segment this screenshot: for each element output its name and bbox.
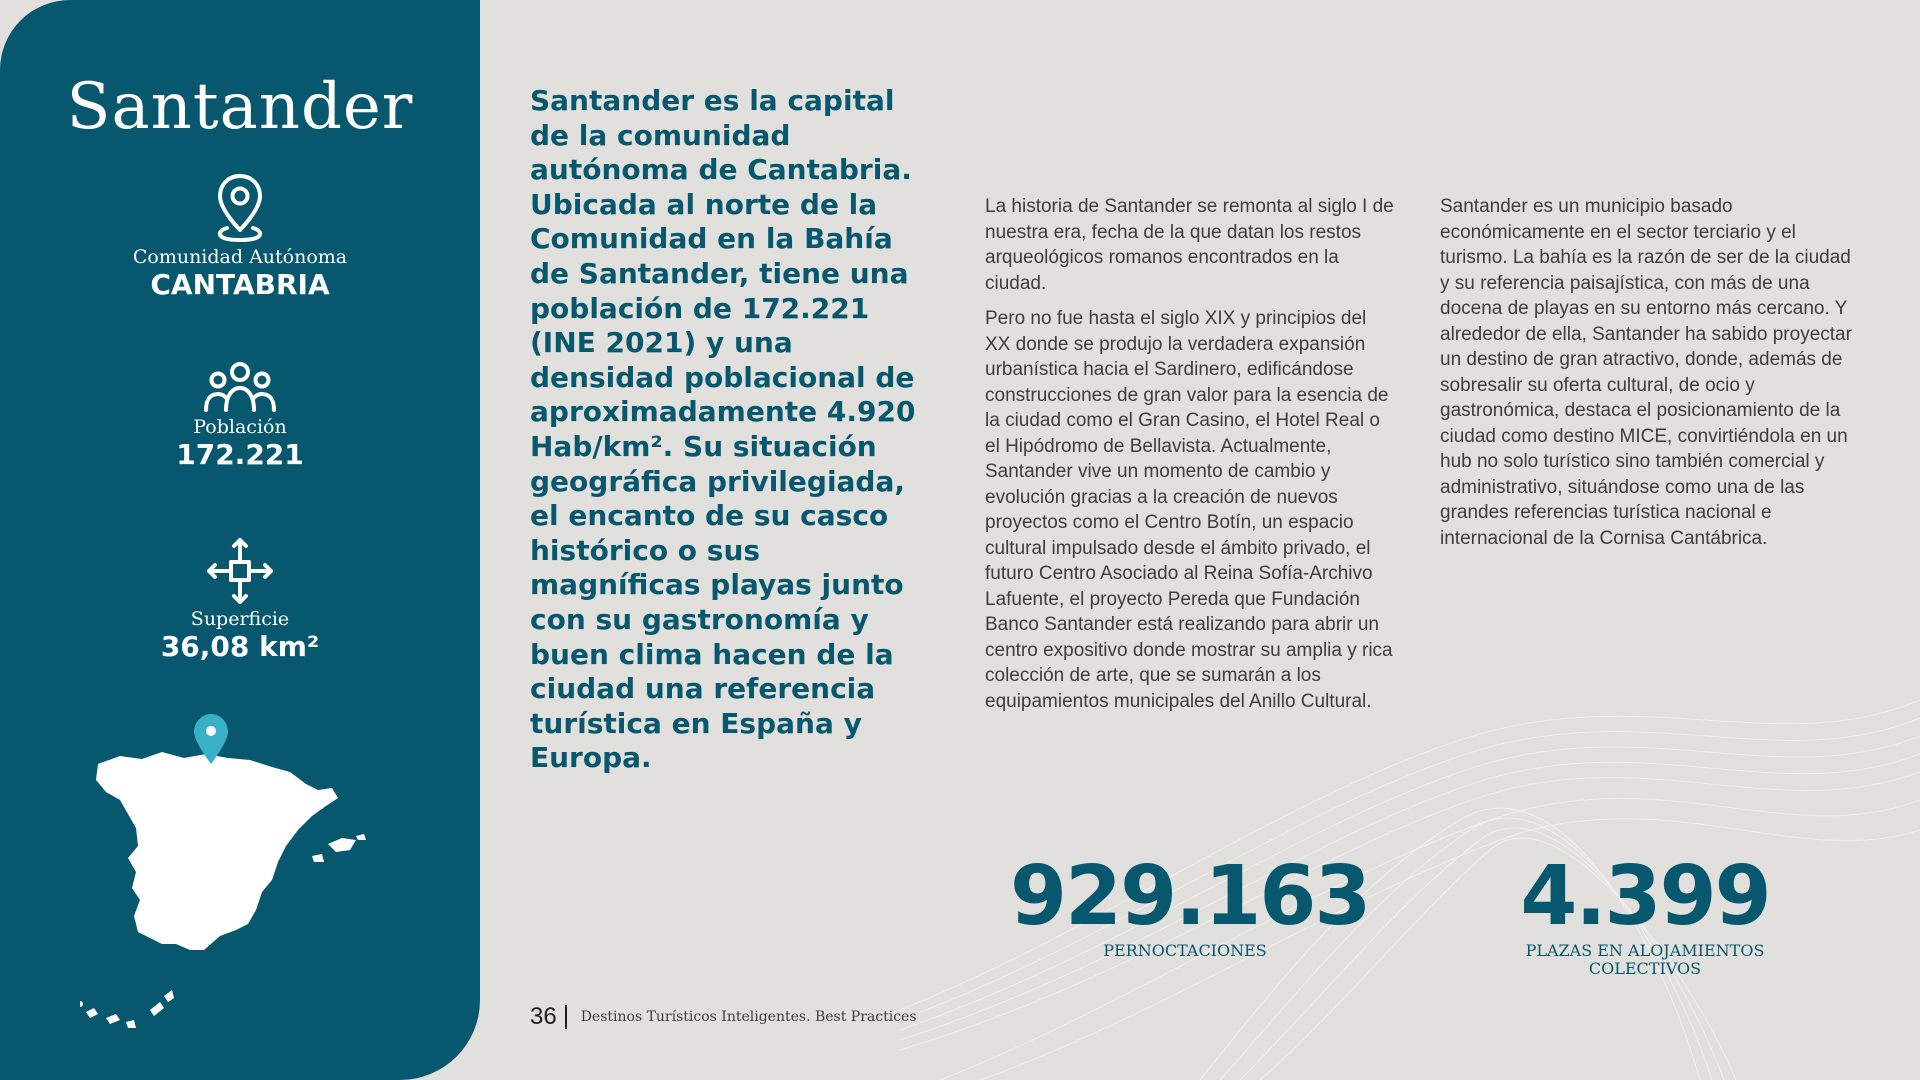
overnight-stays-value: 929.163: [1010, 849, 1370, 944]
page-footer: [530, 1002, 917, 1032]
population-label: Población: [193, 416, 287, 438]
region-stat: [0, 170, 480, 302]
area-arrows-icon: [203, 534, 277, 608]
area-label: Superficie: [190, 608, 290, 630]
city-title: Santander: [66, 70, 414, 144]
economy-column: [1440, 194, 1860, 561]
intro-paragraph: Santander es la capital de la comunidad autónoma de Cantabria. Ubicada al norte de la Comunidad en la Bahía de Santander, tiene una población de 172.221 (INE 2021) y una densidad poblacional de aproximadamente 4.920 Hab/km². Su situación geográfica privilegiada, el encanto de su casco histórico o sus magníficas playas junto con su gastronomía y buen clima hacen de la ciudad una referencia turística en España y Europa.: [530, 84, 916, 775]
location-pin-icon: [210, 170, 270, 246]
city-sidebar: [0, 0, 480, 1080]
accommodation-beds-stat: [1500, 849, 1790, 978]
overnight-stays-stat: [1010, 849, 1370, 960]
history-paragraph-1: La historia de Santander se remonta al siglo I de nuestra era, fecha de la que datan los restos arqueológicos romanos encontrados en la ciudad.: [985, 196, 1394, 294]
history-column: [985, 194, 1395, 724]
area-stat: [0, 534, 480, 664]
accommodation-beds-label-line1: PLAZAS EN ALOJAMIENTOS: [1525, 941, 1765, 960]
publication-title: Destinos Turísticos Inteligentes. Best Practices: [580, 1009, 917, 1025]
spain-map-icon: [80, 712, 400, 1042]
people-icon: [200, 360, 280, 416]
population-value: 172.221: [176, 438, 304, 471]
area-value: 36,08 km²: [160, 630, 320, 663]
accommodation-beds-value: 4.399: [1520, 849, 1770, 944]
region-label: Comunidad Autónoma: [132, 246, 348, 268]
region-value: CANTABRIA: [150, 268, 330, 301]
history-paragraph-2: Pero no fue hasta el siglo XIX y principios del XX donde se produjo la verdadera expansión urbanística hacia el Sardinero, edificándose construcciones de gran valor para la esencia de la ciudad como el Gran Casino, el Hotel Real o el Hipódromo de Bellavista. Actualmente, Santander vive un momento de cambio y evolución gracias a la creación de nuevos proyectos como el Centro Botín, un espacio cultural impulsado desde el ámbito privado, el futuro Centro Asociado al Reina Sofía-Archivo Lafuente, el proyecto Pereda que Fundación Banco Santander está realizando para abrir un centro expositivo donde mostrar su amplia y rica colección de arte, que se sumarán a los equipamientos municipales del Anillo Cultural.: [985, 308, 1393, 712]
economy-paragraph: Santander es un municipio basado económicamente en el sector terciario y el turismo. La bahía es la razón de ser de la ciudad y su referencia paisajística, con más de una docena de playas en su entorno más cercano. Y alrededor de ella, Santander ha sabido proyectar un destino de gran atractivo, donde, además de sobresalir su oferta cultural, de ocio y gastronómica, destaca el posicionamiento de la ciudad como destino MICE, convirtiéndola en un hub no solo turístico sino también comercial y administrativo, situándose como una de las grandes referencias turística nacional e internacional de la Cornisa Cantábrica.: [1440, 196, 1852, 549]
overnight-stays-label: PERNOCTACIONES: [1103, 941, 1267, 960]
population-stat: [0, 360, 480, 472]
accommodation-beds-label-line2: COLECTIVOS: [1588, 959, 1702, 978]
page-number: 36: [530, 1003, 557, 1030]
footer-divider: [565, 1005, 567, 1029]
